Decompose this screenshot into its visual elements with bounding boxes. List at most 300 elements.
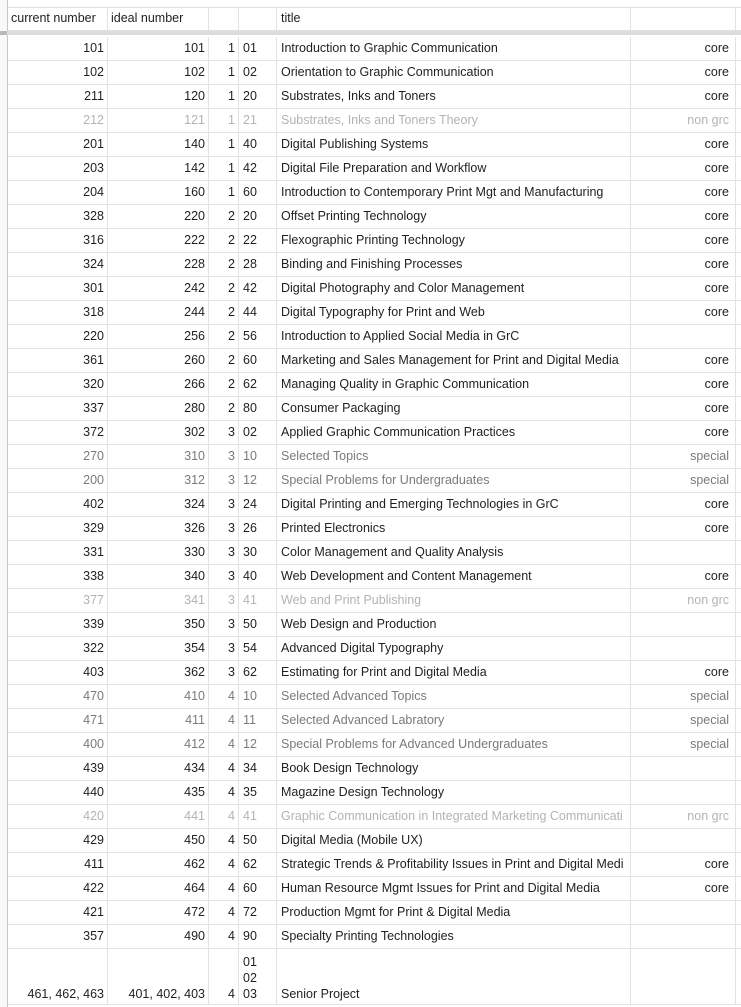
cell-year[interactable]: 2 <box>209 325 239 348</box>
cell-title[interactable]: Digital Publishing Systems <box>277 133 631 156</box>
cell-category[interactable]: core <box>631 373 736 396</box>
cell-seq[interactable]: 12 <box>239 733 277 756</box>
cell-extra[interactable] <box>736 349 741 372</box>
cell-current-number[interactable]: 440 <box>8 781 108 804</box>
cell-ideal-number[interactable]: 441 <box>108 805 209 828</box>
table-row <box>8 661 741 685</box>
cell-current-number[interactable]: 420 <box>8 805 108 828</box>
cell-title[interactable]: Selected Advanced Topics <box>277 685 631 708</box>
cell-title[interactable]: Substrates, Inks and Toners Theory <box>277 109 631 132</box>
cell-ideal-number[interactable]: 326 <box>108 517 209 540</box>
cell-ideal-number[interactable]: 350 <box>108 613 209 636</box>
cell-category[interactable] <box>631 901 736 924</box>
cell-current-number[interactable]: 357 <box>8 925 108 948</box>
cell-category[interactable]: core <box>631 37 736 60</box>
cell-year[interactable]: 2 <box>209 205 239 228</box>
table-row <box>8 853 741 877</box>
cell-seq[interactable]: 24 <box>239 493 277 516</box>
cell-category[interactable]: special <box>631 733 736 756</box>
cell-ideal-number[interactable]: 102 <box>108 61 209 84</box>
cell-title[interactable]: Digital File Preparation and Workflow <box>277 157 631 180</box>
table-row <box>8 181 741 205</box>
cell-extra[interactable] <box>736 829 741 852</box>
cell-category[interactable]: core <box>631 493 736 516</box>
cell-year[interactable]: 3 <box>209 445 239 468</box>
cell-seq[interactable]: 41 <box>239 805 277 828</box>
cell-ideal-number[interactable]: 330 <box>108 541 209 564</box>
cell-ideal-number[interactable]: 401, 402, 403 <box>108 949 209 1004</box>
cell-year[interactable]: 3 <box>209 541 239 564</box>
cell-category[interactable]: core <box>631 133 736 156</box>
cell-category[interactable] <box>631 541 736 564</box>
cell-current-number[interactable]: 421 <box>8 901 108 924</box>
cell-category[interactable]: core <box>631 853 736 876</box>
cell-seq[interactable]: 35 <box>239 781 277 804</box>
cell-ideal-number[interactable]: 140 <box>108 133 209 156</box>
cell-title[interactable]: Marketing and Sales Management for Print and Digital Media <box>277 349 631 372</box>
table-row <box>8 925 741 949</box>
cell-seq[interactable]: 56 <box>239 325 277 348</box>
cell-ideal-number[interactable]: 362 <box>108 661 209 684</box>
cell-seq[interactable]: 62 <box>239 661 277 684</box>
cell-year[interactable]: 4 <box>209 709 239 732</box>
cell-year[interactable]: 4 <box>209 685 239 708</box>
cell-ideal-number[interactable]: 160 <box>108 181 209 204</box>
cell-seq[interactable]: 62 <box>239 373 277 396</box>
header-title[interactable]: title <box>277 7 631 30</box>
cell-extra[interactable] <box>736 565 741 588</box>
cell-title[interactable]: Flexographic Printing Technology <box>277 229 631 252</box>
cell-seq[interactable]: 10 <box>239 685 277 708</box>
cell-year[interactable]: 4 <box>209 901 239 924</box>
cell-extra[interactable] <box>736 661 741 684</box>
cell-title[interactable]: Applied Graphic Communication Practices <box>277 421 631 444</box>
cell-current-number[interactable]: 204 <box>8 181 108 204</box>
cell-extra[interactable] <box>736 181 741 204</box>
cell-seq[interactable]: 42 <box>239 157 277 180</box>
cell-ideal-number[interactable]: 302 <box>108 421 209 444</box>
cell-year[interactable]: 4 <box>209 949 239 1004</box>
cell-year[interactable]: 1 <box>209 37 239 60</box>
cell-category[interactable] <box>631 325 736 348</box>
cell-ideal-number[interactable]: 490 <box>108 925 209 948</box>
seq-line: 02 <box>243 971 257 985</box>
cell-category[interactable] <box>631 949 736 1004</box>
cell-ideal-number[interactable]: 310 <box>108 445 209 468</box>
cell-ideal-number[interactable]: 312 <box>108 469 209 492</box>
cell-seq[interactable]: 34 <box>239 757 277 780</box>
cell-ideal-number[interactable]: 412 <box>108 733 209 756</box>
cell-seq[interactable]: 30 <box>239 541 277 564</box>
cell-seq[interactable]: 01 <box>239 37 277 60</box>
cell-extra[interactable] <box>736 757 741 780</box>
cell-year[interactable]: 2 <box>209 301 239 324</box>
cell-title[interactable]: Specialty Printing Technologies <box>277 925 631 948</box>
cell-current-number[interactable]: 461, 462, 463 <box>8 949 108 1004</box>
cell-current-number[interactable]: 301 <box>8 277 108 300</box>
cell-extra[interactable] <box>736 469 741 492</box>
cell-current-number[interactable]: 422 <box>8 877 108 900</box>
cell-seq[interactable]: 22 <box>239 229 277 252</box>
cell-seq[interactable]: 54 <box>239 637 277 660</box>
cell-title[interactable]: Book Design Technology <box>277 757 631 780</box>
cell-title[interactable]: Printed Electronics <box>277 517 631 540</box>
cell-ideal-number[interactable]: 280 <box>108 397 209 420</box>
cell-ideal-number[interactable]: 324 <box>108 493 209 516</box>
cell-extra[interactable] <box>736 685 741 708</box>
cell-year[interactable]: 3 <box>209 661 239 684</box>
cell-current-number[interactable]: 201 <box>8 133 108 156</box>
cell-year[interactable]: 3 <box>209 589 239 612</box>
cell-current-number[interactable]: 270 <box>8 445 108 468</box>
cell-year[interactable]: 3 <box>209 493 239 516</box>
cell-current-number[interactable]: 318 <box>8 301 108 324</box>
cell-category[interactable] <box>631 613 736 636</box>
cell-seq[interactable]: 11 <box>239 709 277 732</box>
table-row <box>8 901 741 925</box>
cell-title[interactable]: Digital Media (Mobile UX) <box>277 829 631 852</box>
cell-ideal-number[interactable]: 101 <box>108 37 209 60</box>
cell-year[interactable]: 4 <box>209 877 239 900</box>
cell-seq[interactable]: 41 <box>239 589 277 612</box>
cell-category[interactable]: core <box>631 253 736 276</box>
cell-ideal-number[interactable]: 222 <box>108 229 209 252</box>
row-header-gutter[interactable] <box>0 0 8 1007</box>
cell-title[interactable]: Substrates, Inks and Toners <box>277 85 631 108</box>
cell-title[interactable]: Magazine Design Technology <box>277 781 631 804</box>
cell-category[interactable]: special <box>631 709 736 732</box>
cell-year[interactable]: 2 <box>209 397 239 420</box>
cell-year[interactable]: 1 <box>209 157 239 180</box>
cell-year[interactable]: 3 <box>209 637 239 660</box>
header-row <box>8 7 741 31</box>
cell-title[interactable]: Offset Printing Technology <box>277 205 631 228</box>
cell-extra[interactable] <box>736 781 741 804</box>
cell-current-number[interactable]: 220 <box>8 325 108 348</box>
table-row <box>8 325 741 349</box>
cell-title[interactable]: Human Resource Mgmt Issues for Print and Digital Media <box>277 877 631 900</box>
cell-extra[interactable] <box>736 229 741 252</box>
cell-year[interactable]: 1 <box>209 133 239 156</box>
cell-extra[interactable] <box>736 925 741 948</box>
cell-category[interactable]: core <box>631 61 736 84</box>
cell-year[interactable]: 3 <box>209 517 239 540</box>
cell-seq[interactable]: 10 <box>239 445 277 468</box>
cell-category[interactable]: core <box>631 277 736 300</box>
cell-category[interactable]: core <box>631 157 736 180</box>
cell-title[interactable]: Digital Photography and Color Management <box>277 277 631 300</box>
cell-current-number[interactable]: 211 <box>8 85 108 108</box>
cell-year[interactable]: 4 <box>209 757 239 780</box>
cell-ideal-number[interactable]: 464 <box>108 877 209 900</box>
cell-year[interactable]: 1 <box>209 85 239 108</box>
cell-extra[interactable] <box>736 805 741 828</box>
cell-seq[interactable]: 40 <box>239 133 277 156</box>
cell-ideal-number[interactable]: 242 <box>108 277 209 300</box>
cell-category[interactable] <box>631 925 736 948</box>
cell-year[interactable]: 2 <box>209 349 239 372</box>
cell-ideal-number[interactable]: 450 <box>108 829 209 852</box>
cell-extra[interactable] <box>736 373 741 396</box>
cell-year[interactable]: 3 <box>209 469 239 492</box>
cell-current-number[interactable]: 403 <box>8 661 108 684</box>
cell-year[interactable]: 4 <box>209 853 239 876</box>
cell-ideal-number[interactable]: 435 <box>108 781 209 804</box>
cell-extra[interactable] <box>736 85 741 108</box>
cell-seq[interactable]: 44 <box>239 301 277 324</box>
cell-title[interactable]: Special Problems for Advanced Undergraduates <box>277 733 631 756</box>
header-category[interactable] <box>631 7 736 30</box>
cell-current-number[interactable]: 203 <box>8 157 108 180</box>
cell-seq[interactable]: 21 <box>239 109 277 132</box>
cell-title[interactable]: Introduction to Graphic Communication <box>277 37 631 60</box>
cell-ideal-number[interactable]: 410 <box>108 685 209 708</box>
cell-title[interactable]: Special Problems for Undergraduates <box>277 469 631 492</box>
cell-extra[interactable] <box>736 205 741 228</box>
cell-current-number[interactable]: 328 <box>8 205 108 228</box>
cell-current-number[interactable]: 377 <box>8 589 108 612</box>
cell-seq[interactable]: 60 <box>239 181 277 204</box>
table-row <box>8 277 741 301</box>
cell-extra[interactable] <box>736 541 741 564</box>
cell-ideal-number[interactable]: 256 <box>108 325 209 348</box>
cell-year[interactable]: 2 <box>209 373 239 396</box>
cell-category[interactable]: core <box>631 517 736 540</box>
cell-ideal-number[interactable]: 266 <box>108 373 209 396</box>
header-ideal-number[interactable]: ideal number <box>108 7 209 30</box>
cell-current-number[interactable]: 316 <box>8 229 108 252</box>
cell-year[interactable]: 1 <box>209 109 239 132</box>
cell-title[interactable]: Consumer Packaging <box>277 397 631 420</box>
cell-year[interactable]: 4 <box>209 733 239 756</box>
cell-extra[interactable] <box>736 301 741 324</box>
cell-current-number[interactable]: 320 <box>8 373 108 396</box>
cell-year[interactable]: 4 <box>209 829 239 852</box>
cell-title[interactable]: Orientation to Graphic Communication <box>277 61 631 84</box>
cell-extra[interactable] <box>736 277 741 300</box>
cell-extra[interactable] <box>736 709 741 732</box>
cell-extra[interactable] <box>736 253 741 276</box>
cell-seq[interactable]: 20 <box>239 205 277 228</box>
cell-ideal-number[interactable]: 260 <box>108 349 209 372</box>
cell-ideal-number[interactable]: 220 <box>108 205 209 228</box>
table-row <box>8 253 741 277</box>
cell-category[interactable]: non grc <box>631 109 736 132</box>
cell-extra[interactable] <box>736 133 741 156</box>
cell-current-number[interactable]: 337 <box>8 397 108 420</box>
cell-category[interactable]: core <box>631 181 736 204</box>
cell-year[interactable]: 4 <box>209 805 239 828</box>
cell-year[interactable]: 4 <box>209 781 239 804</box>
cell-year[interactable]: 1 <box>209 61 239 84</box>
cell-extra[interactable] <box>736 733 741 756</box>
cell-current-number[interactable]: 470 <box>8 685 108 708</box>
cell-category[interactable]: core <box>631 85 736 108</box>
cell-ideal-number[interactable]: 411 <box>108 709 209 732</box>
cell-title[interactable]: Strategic Trends & Profitability Issues in Print and Digital Medi <box>277 853 631 876</box>
cell-category[interactable] <box>631 757 736 780</box>
cell-current-number[interactable]: 471 <box>8 709 108 732</box>
cell-extra[interactable] <box>736 853 741 876</box>
cell-extra[interactable] <box>736 613 741 636</box>
cell-seq[interactable] <box>239 949 277 1004</box>
cell-extra[interactable] <box>736 901 741 924</box>
cell-extra[interactable] <box>736 157 741 180</box>
cell-year[interactable]: 3 <box>209 565 239 588</box>
cell-category[interactable]: non grc <box>631 805 736 828</box>
cell-ideal-number[interactable]: 354 <box>108 637 209 660</box>
cell-current-number[interactable]: 200 <box>8 469 108 492</box>
header-extra[interactable] <box>736 7 741 30</box>
cell-year[interactable]: 4 <box>209 925 239 948</box>
cell-current-number[interactable]: 429 <box>8 829 108 852</box>
cell-ideal-number[interactable]: 228 <box>108 253 209 276</box>
cell-extra[interactable] <box>736 109 741 132</box>
cell-category[interactable]: special <box>631 469 736 492</box>
header-seq[interactable] <box>239 7 277 30</box>
cell-category[interactable]: core <box>631 397 736 420</box>
cell-title[interactable]: Advanced Digital Typography <box>277 637 631 660</box>
cell-extra[interactable] <box>736 421 741 444</box>
cell-category[interactable]: special <box>631 445 736 468</box>
cell-seq[interactable]: 02 <box>239 421 277 444</box>
cell-extra[interactable] <box>736 949 741 1004</box>
cell-ideal-number[interactable]: 472 <box>108 901 209 924</box>
cell-seq[interactable]: 60 <box>239 877 277 900</box>
cell-seq[interactable]: 42 <box>239 277 277 300</box>
cell-title[interactable]: Binding and Finishing Processes <box>277 253 631 276</box>
cell-current-number[interactable]: 322 <box>8 637 108 660</box>
cell-year[interactable]: 2 <box>209 229 239 252</box>
cell-ideal-number[interactable]: 142 <box>108 157 209 180</box>
cell-title[interactable]: Color Management and Quality Analysis <box>277 541 631 564</box>
cell-year[interactable]: 3 <box>209 613 239 636</box>
cell-title[interactable]: Web and Print Publishing <box>277 589 631 612</box>
cell-ideal-number[interactable]: 340 <box>108 565 209 588</box>
cell-seq[interactable]: 62 <box>239 853 277 876</box>
cell-extra[interactable] <box>736 589 741 612</box>
cell-title[interactable]: Production Mgmt for Print & Digital Media <box>277 901 631 924</box>
cell-current-number[interactable]: 372 <box>8 421 108 444</box>
cell-category[interactable] <box>631 637 736 660</box>
cell-category[interactable]: core <box>631 877 736 900</box>
cell-current-number[interactable]: 339 <box>8 613 108 636</box>
cell-seq[interactable]: 28 <box>239 253 277 276</box>
cell-seq[interactable]: 02 <box>239 61 277 84</box>
cell-category[interactable] <box>631 829 736 852</box>
cell-year[interactable]: 2 <box>209 277 239 300</box>
table-row <box>8 37 741 61</box>
cell-seq[interactable]: 26 <box>239 517 277 540</box>
cell-seq[interactable]: 72 <box>239 901 277 924</box>
cell-title[interactable]: Selected Advanced Labratory <box>277 709 631 732</box>
cell-seq[interactable]: 20 <box>239 85 277 108</box>
table-row <box>8 709 741 733</box>
cell-extra[interactable] <box>736 445 741 468</box>
table-row <box>8 637 741 661</box>
cell-current-number[interactable]: 324 <box>8 253 108 276</box>
cell-title[interactable]: Introduction to Contemporary Print Mgt and Manufacturing <box>277 181 631 204</box>
cell-ideal-number[interactable]: 462 <box>108 853 209 876</box>
header-year[interactable] <box>209 7 239 30</box>
cell-current-number[interactable]: 101 <box>8 37 108 60</box>
cell-category[interactable]: core <box>631 301 736 324</box>
cell-current-number[interactable]: 400 <box>8 733 108 756</box>
cell-seq[interactable]: 60 <box>239 349 277 372</box>
cell-category[interactable]: core <box>631 661 736 684</box>
cell-ideal-number[interactable]: 244 <box>108 301 209 324</box>
cell-title[interactable]: Graphic Communication in Integrated Marketing Communicati <box>277 805 631 828</box>
cell-ideal-number[interactable]: 120 <box>108 85 209 108</box>
cell-title[interactable]: Web Design and Production <box>277 613 631 636</box>
cell-extra[interactable] <box>736 37 741 60</box>
cell-title[interactable]: Introduction to Applied Social Media in GrC <box>277 325 631 348</box>
cell-seq[interactable]: 40 <box>239 565 277 588</box>
cell-category[interactable]: core <box>631 421 736 444</box>
frozen-row-divider-handle[interactable] <box>0 31 7 35</box>
cell-current-number[interactable]: 439 <box>8 757 108 780</box>
cell-ideal-number[interactable]: 434 <box>108 757 209 780</box>
cell-extra[interactable] <box>736 61 741 84</box>
cell-seq[interactable]: 50 <box>239 613 277 636</box>
cell-ideal-number[interactable]: 121 <box>108 109 209 132</box>
cell-category[interactable]: core <box>631 205 736 228</box>
cell-title[interactable]: Selected Topics <box>277 445 631 468</box>
cell-current-number[interactable]: 338 <box>8 565 108 588</box>
cell-title[interactable]: Digital Typography for Print and Web <box>277 301 631 324</box>
header-current-number[interactable]: current number <box>8 7 108 30</box>
cell-title[interactable]: Senior Project <box>277 949 631 1004</box>
cell-category[interactable]: core <box>631 565 736 588</box>
cell-seq[interactable]: 50 <box>239 829 277 852</box>
cell-extra[interactable] <box>736 325 741 348</box>
cell-title[interactable]: Digital Printing and Emerging Technologies in GrC <box>277 493 631 516</box>
cell-current-number[interactable]: 361 <box>8 349 108 372</box>
cell-title[interactable]: Managing Quality in Graphic Communication <box>277 373 631 396</box>
cell-title[interactable]: Web Development and Content Management <box>277 565 631 588</box>
cell-year[interactable]: 3 <box>209 421 239 444</box>
table-row <box>8 685 741 709</box>
cell-current-number[interactable]: 411 <box>8 853 108 876</box>
cell-extra[interactable] <box>736 517 741 540</box>
cell-current-number[interactable]: 212 <box>8 109 108 132</box>
cell-extra[interactable] <box>736 493 741 516</box>
cell-category[interactable] <box>631 781 736 804</box>
cell-category[interactable]: core <box>631 229 736 252</box>
cell-seq[interactable]: 90 <box>239 925 277 948</box>
cell-category[interactable]: non grc <box>631 589 736 612</box>
frozen-row-divider[interactable] <box>0 31 741 35</box>
cell-year[interactable]: 2 <box>209 253 239 276</box>
cell-current-number[interactable]: 331 <box>8 541 108 564</box>
table-row-senior-project <box>8 949 741 1005</box>
cell-current-number[interactable]: 329 <box>8 517 108 540</box>
cell-current-number[interactable]: 402 <box>8 493 108 516</box>
table-row <box>8 61 741 85</box>
cell-title[interactable]: Estimating for Print and Digital Media <box>277 661 631 684</box>
table-row <box>8 397 741 421</box>
cell-seq[interactable]: 12 <box>239 469 277 492</box>
cell-category[interactable]: core <box>631 349 736 372</box>
cell-extra[interactable] <box>736 877 741 900</box>
cell-extra[interactable] <box>736 637 741 660</box>
cell-ideal-number[interactable]: 341 <box>108 589 209 612</box>
cell-extra[interactable] <box>736 397 741 420</box>
cell-seq[interactable]: 80 <box>239 397 277 420</box>
cell-current-number[interactable]: 102 <box>8 61 108 84</box>
cell-year[interactable]: 1 <box>209 181 239 204</box>
cell-category[interactable]: special <box>631 685 736 708</box>
